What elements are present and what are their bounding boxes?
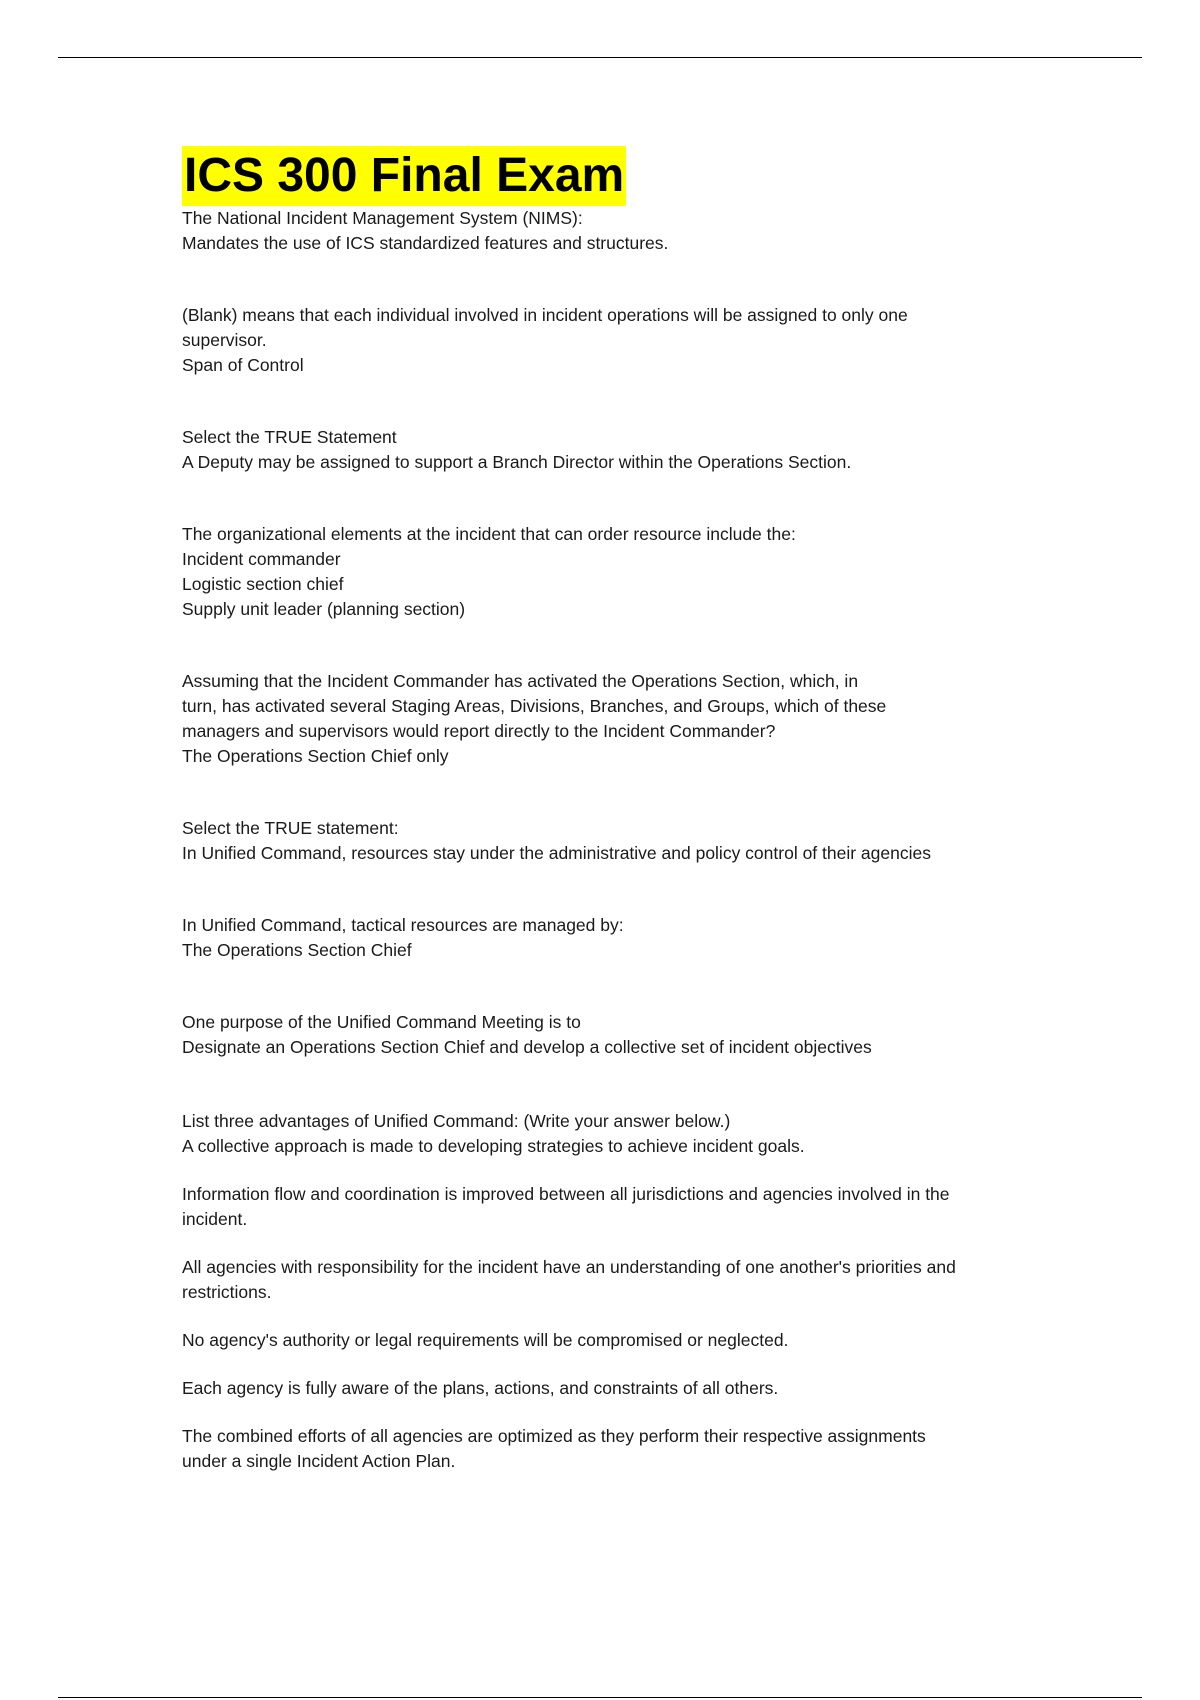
advantage-item [182,1424,1042,1474]
question-text: One purpose of the Unified Command Meeting is to [182,1012,581,1032]
question-text: The organizational elements at the incident that can order resource include the: [182,524,796,544]
top-rule [58,57,1142,58]
question-text: Assuming that the Incident Commander has activated the Operations Section, which, in [182,671,859,691]
advantage-text: Each agency is fully aware of the plans, actions, and constraints of all others. [182,1378,779,1398]
question-text: managers and supervisors would report directly to the Incident Commander? [182,721,776,741]
answer-text: In Unified Command, resources stay under the administrative and policy control of their agencies [182,843,931,863]
question-text: Select the TRUE Statement [182,427,397,447]
qa-item [182,816,1042,866]
answer-text: Span of Control [182,355,304,375]
bottom-rule [58,1697,1142,1698]
page-title: ICS 300 Final Exam [182,146,626,206]
advantage-item [182,1328,1042,1353]
answer-text: A collective approach is made to developing strategies to achieve incident goals. [182,1136,805,1156]
advantage-item [182,1255,1042,1305]
answer-text: Logistic section chief [182,574,344,594]
question-text: (Blank) means that each individual involved in incident operations will be assigned to only one [182,305,908,325]
qa-item [182,303,1042,378]
answer-text: The Operations Section Chief [182,940,412,960]
qa-item [182,522,1042,622]
advantage-text: All agencies with responsibility for the incident have an understanding of one another's priorities and [182,1257,956,1277]
qa-item [182,425,1042,475]
advantage-item [182,1376,1042,1401]
answer-text: A Deputy may be assigned to support a Branch Director within the Operations Section. [182,452,852,472]
qa-item [182,913,1042,963]
advantage-item [182,1182,1042,1232]
answer-text: Incident commander [182,549,341,569]
question-text: turn, has activated several Staging Areas, Divisions, Branches, and Groups, which of these [182,696,887,716]
question-text: List three advantages of Unified Command: (Write your answer below.) [182,1111,731,1131]
question-text: Select the TRUE statement: [182,818,399,838]
qa-item [182,669,1042,769]
answer-text: The Operations Section Chief only [182,746,449,766]
question-text: In Unified Command, tactical resources are managed by: [182,915,624,935]
answer-text: Supply unit leader (planning section) [182,599,466,619]
qa-item [182,1010,1042,1060]
advantage-text: incident. [182,1209,248,1229]
advantage-text: Information flow and coordination is improved between all jurisdictions and agencies involved in the [182,1184,950,1204]
advantage-text: restrictions. [182,1282,272,1302]
answer-text: Mandates the use of ICS standardized features and structures. [182,233,669,253]
advantage-text: The combined efforts of all agencies are optimized as they perform their respective assignments [182,1426,926,1446]
advantage-text: under a single Incident Action Plan. [182,1451,456,1471]
qa-item [182,206,1042,256]
question-text: supervisor. [182,330,267,350]
answer-text: Designate an Operations Section Chief and develop a collective set of incident objectives [182,1037,872,1057]
qa-item-advantages [182,1109,1042,1159]
question-text: The National Incident Management System (NIMS): [182,208,583,228]
advantage-text: No agency's authority or legal requirements will be compromised or neglected. [182,1330,789,1350]
document-body [182,146,1042,1474]
